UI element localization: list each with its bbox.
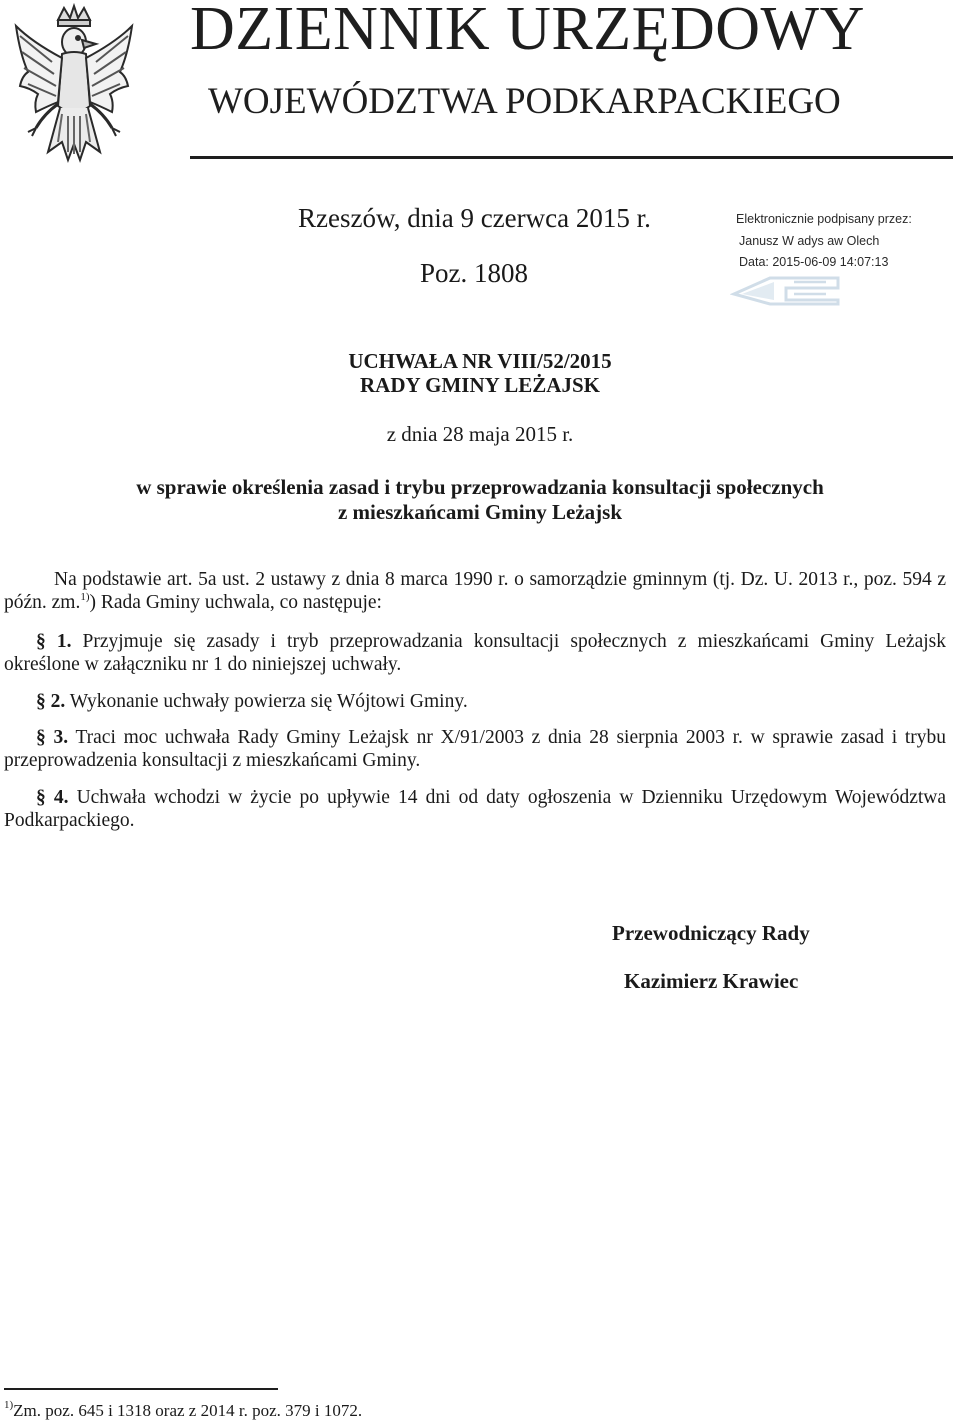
section-4 <box>4 786 946 832</box>
footnote-reference: 1) <box>80 591 90 603</box>
signature-seal-icon <box>730 270 844 310</box>
signature-label: Elektronicznie podpisany przez: <box>736 212 912 226</box>
signatory-role: Przewodniczący Rady <box>612 921 810 945</box>
section-text: Uchwała wchodzi w życie po upływie 14 dni od daty ogłoszenia w Dzienniku Urzędowym Województwa Podkarpackiego. <box>4 787 946 831</box>
polish-eagle-emblem-icon <box>8 2 140 170</box>
journal-subtitle: WOJEWÓDZTWA PODKARPACKIEGO <box>208 81 841 122</box>
section-text: Traci moc uchwała Rady Gminy Leżajsk nr X/91/2003 z dnia 28 sierpnia 2003 r. w sprawie zasad i trybu przeprowadzenia konsultacji z mieszkańcami Gminy. <box>4 727 947 771</box>
act-subject-line-1: w sprawie określenia zasad i trybu przeprowadzania konsultacji społecznych <box>136 475 824 499</box>
preamble-text: Na podstawie art. 5a ust. 2 ustawy z dnia 8 marca 1990 r. o samorządzie gminnym (tj. Dz. U. 2013 r., poz. 594 z późn. zm. <box>4 569 946 613</box>
footnote-divider <box>4 1388 278 1390</box>
act-subject-line-2: z mieszkańcami Gminy Leżajsk <box>337 500 623 524</box>
section-mark: § 3. <box>36 727 69 748</box>
section-mark: § 1. <box>36 631 72 652</box>
publication-dateline: Rzeszów, dnia 9 czerwca 2015 r. <box>298 203 651 233</box>
act-date: z dnia 28 maja 2015 r. <box>386 422 574 446</box>
act-title: UCHWAŁA NR VIII/52/2015 <box>348 349 612 373</box>
section-mark: § 4. <box>36 787 69 808</box>
preamble <box>4 568 946 614</box>
footnote <box>4 1401 362 1421</box>
section-3 <box>4 726 946 772</box>
section-text: Przyjmuje się zasady i tryb przeprowadzania konsultacji społecznych z mieszkańcami Gminy Leżajsk określone w załączniku nr 1 do niniejszej uchwały. <box>4 631 946 675</box>
footnote-text: Zm. poz. 645 i 1318 oraz z 2014 r. poz. 379 i 1072. <box>13 1401 363 1420</box>
signature-signer: Janusz W adys aw Olech <box>739 234 880 248</box>
section-text: Wykonanie uchwały powierza się Wójtowi Gminy. <box>69 691 468 712</box>
signatory-name: Kazimierz Krawiec <box>624 969 799 993</box>
preamble-text-end: ) Rada Gminy uchwala, co następuje: <box>89 592 382 613</box>
act-council: RADY GMINY LEŻAJSK <box>360 373 600 397</box>
header-divider <box>190 156 953 159</box>
signature-date: Data: 2015-06-09 14:07:13 <box>739 255 889 269</box>
section-1 <box>4 630 946 676</box>
section-mark: § 2. <box>36 691 66 712</box>
position-number: Poz. 1808 <box>420 258 528 288</box>
section-2 <box>4 690 946 713</box>
act-subject <box>0 475 960 525</box>
footnote-marker: 1) <box>4 1399 14 1411</box>
journal-title: DZIENNIK URZĘDOWY <box>190 0 865 63</box>
